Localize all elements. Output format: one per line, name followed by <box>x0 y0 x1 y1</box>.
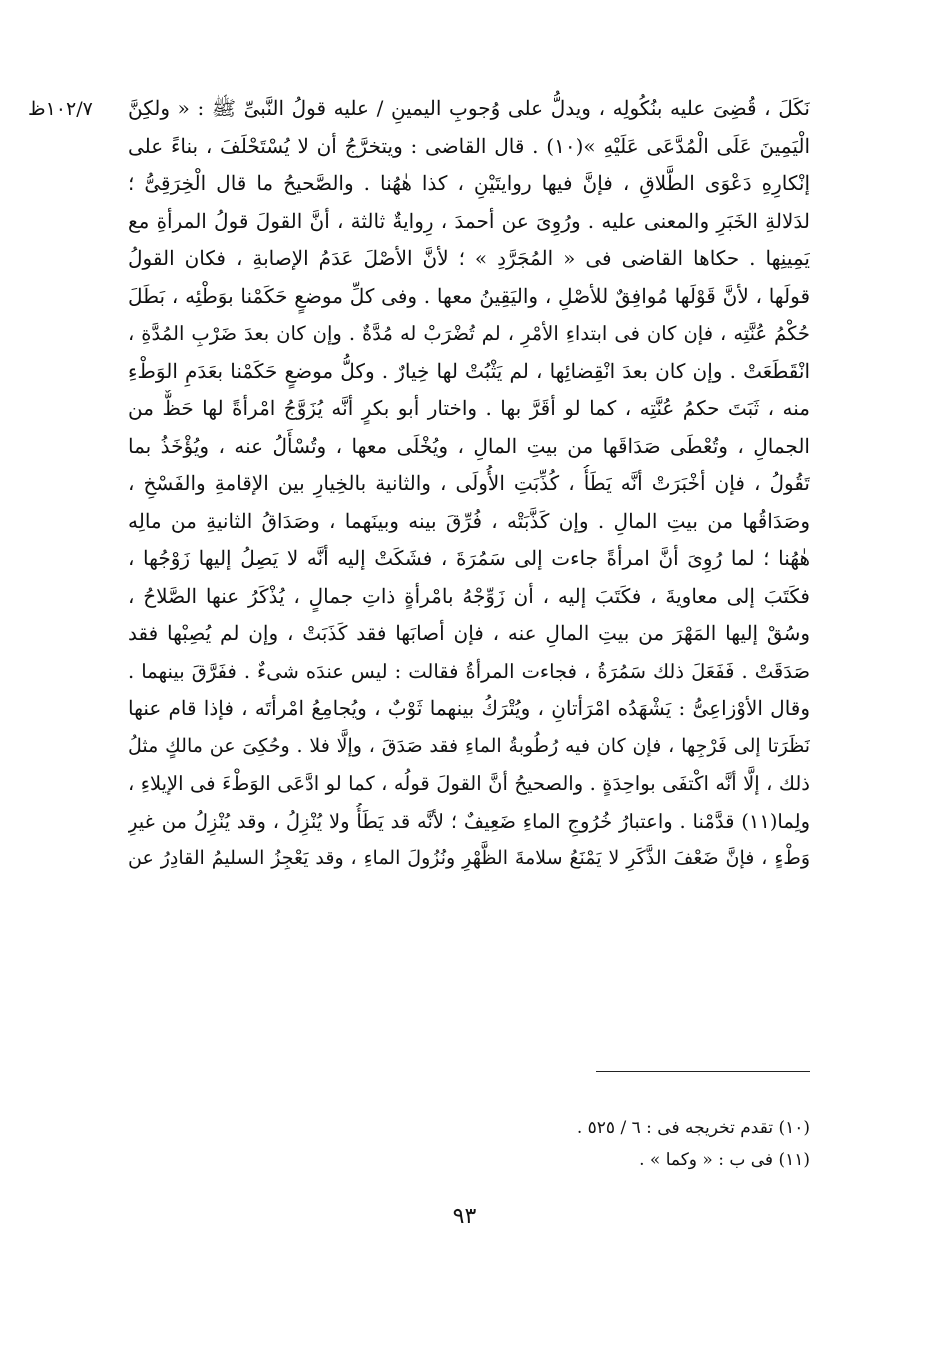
footnote-divider <box>596 1071 810 1072</box>
footnote-10: (١٠) تقدم تخريجه فى : ٦ / ٥٢٥ . <box>576 1118 810 1138</box>
text-line-15: وسُقْ إليها المَهْرَ من بيتِ المالِ عنه ، فإن أصابَها فقد كَذَبَتْ ، وإن لم يُصِبْها فقد <box>128 621 810 645</box>
margin-manuscript-reference: ١٠٢/٧ظ <box>28 98 93 120</box>
text-line-19: ذلك ، إلَّا أنَّه اكْتفَى بواحِدَةٍ . والصحيحُ أنَّ القولَ قولُه ، كما لو ادَّعَى الوَطْءَ فى الإيلاءِ ، <box>128 772 810 795</box>
text-line-20: ولِما(١١) قدَّمْنا . واعتبارُ خُرُوجِ الماءِ ضَعِيفٌ ؛ لأنَّه قد يَطَأُ ولا يُنْزِلُ ، وقد يُنْزِلُ من غيرِ <box>128 809 810 833</box>
text-line-8: انْقَطَعَتْ . وإن كان بعدَ انْقِضائِها ، لم يَثْبُتْ لها خِيارٌ . وكلُّ موضعٍ حَكَمْنا بعَدَمِ الوَطْءِ <box>128 358 810 383</box>
text-line-5: يَمِينِها . حكاها القاضى فى « المُجَرَّدِ » ؛ لأنَّ الأصْلَ عَدَمُ الإصابةِ ، فكان القولُ <box>128 246 810 270</box>
text-line-12: وصَدَاقُها من بيتِ المالِ . وإن كَذَّبَتْه ، فُرِّقَ بينه وبينَهما ، وصَدَاقُ الثانيةِ من مالِه <box>128 508 810 533</box>
text-line-18: نَظَرَتا إلى فَرْجِها ، فإن كان فيه رُطُوبةُ الماءِ فقد صَدَقَ ، وإلَّا فلا . وحُكِىَ عن مالكٍ مثلُ <box>128 734 810 757</box>
text-line-2: الْيَمِينَ عَلَى الْمُدَّعَى عَلَيْهِ »(١٠) . قال القاضى : ويتخرَّجُ أن لا يُسْتَحْلَفَ ، بناءً على <box>128 133 810 158</box>
text-line-10: الجمالِ ، وتُعْطَى صَدَاقَها من بيتِ المالِ ، ويُخْلَى معها ، وتُسْأَلُ عنه ، ويُؤْخَذُ بما <box>128 433 810 458</box>
text-line-1: نَكَلَ ، قُضِىَ عليه بنُكُولِه ، ويدلُّ على وُجوبِ اليمينِ / عليه قولُ النَّبىِّ ﷺ : « ولكِنَّ <box>128 96 810 120</box>
page-number: ٩٣ <box>452 1204 477 1229</box>
text-line-13: هٰهُنا ؛ لما رُوِىَ أنَّ امرأةً جاءت إلى سَمُرَةَ ، فشَكَتْ إليه أنَّه لا يَصِلُ إليها زَوْجُها ، <box>128 546 810 570</box>
footnote-11: (١١) فى ب : « وكما » . <box>639 1150 810 1170</box>
text-line-9: منه ، ثَبَتَ حكمُ عُنَّتِه ، كما لو أقَرَّ بها . واختار أبو بكرٍ أنَّه يُزَوَّجُ امْرأةً لها حَظٌّ من <box>128 396 810 420</box>
text-line-11: تَقُولُ ، فإن أخْبَرَتْ أنَّه يَطَأُ ، كُذِّبَتِ الأُولَى ، والثانية بالخِيارِ بين الإقامةِ والفَسْخِ ، <box>128 471 810 495</box>
text-line-6: قولَها ، لأنَّ قَوْلَها مُوافِقٌ للأصْلِ ، واليَقِينُ معها . وفى كلِّ موضعٍ حَكَمْنا بوَطْئِه ، بَطَلَ <box>128 283 810 308</box>
main-text-block <box>128 90 810 878</box>
text-line-21: وَطْءٍ ، فإنَّ ضَعْفَ الذَّكَرِ لا يَمْنَعُ سلامةَ الظَّهْرِ ونُزُولَ الماءِ ، وقد يَعْجِزُ السليمُ القادِرُ عن <box>128 847 810 869</box>
text-line-14: فكَتَبَ إلى معاويةَ ، فكَتَبَ إليه ، أن زَوِّجْهُ بامْرأةٍ ذاتِ جمالٍ ، يُذْكَرُ عنها الصَّلاحُ ، <box>128 583 810 608</box>
text-line-17: وقال الأوْزاعِىُّ : يَشْهَدُه امْرَأتانِ ، ويُتْرَكُ بينهما ثَوْبٌ ، ويُجامِعُ امْرأتَه ، فإذا قام عنها <box>128 696 810 720</box>
text-line-16: صَدَقَتْ . فَفَعَلَ ذلك سَمُرَةُ ، فجاءت المرأةُ فقالت : ليس عندَه شىءٌ . ففَرَّقَ بينهما . <box>128 659 810 683</box>
text-line-3: إنْكارِهِ دَعْوَى الطَّلاقِ ، فإنَّ فيها روايتَيْنِ ، كذا هٰهُنا . والصَّحيحُ ما قال الْخِرَقِىُّ ؛ <box>128 171 810 195</box>
text-line-7: حُكْمُ عُنَّتِه ، فإن كان فى ابتداءِ الأمْرِ ، لم تُضْرَبْ له مُدَّةٌ . وإن كان بعدَ ضَرْبِ المُدَّةِ ، <box>128 322 810 345</box>
footnotes-block <box>440 1112 810 1176</box>
text-line-4: لدَلالةِ الخَبَرِ والمعنى عليه . ورُوِىَ عن أحمدَ ، رِوايةٌ ثالثة ، أنَّ القولَ قولُ المرأةِ مع <box>128 208 810 233</box>
